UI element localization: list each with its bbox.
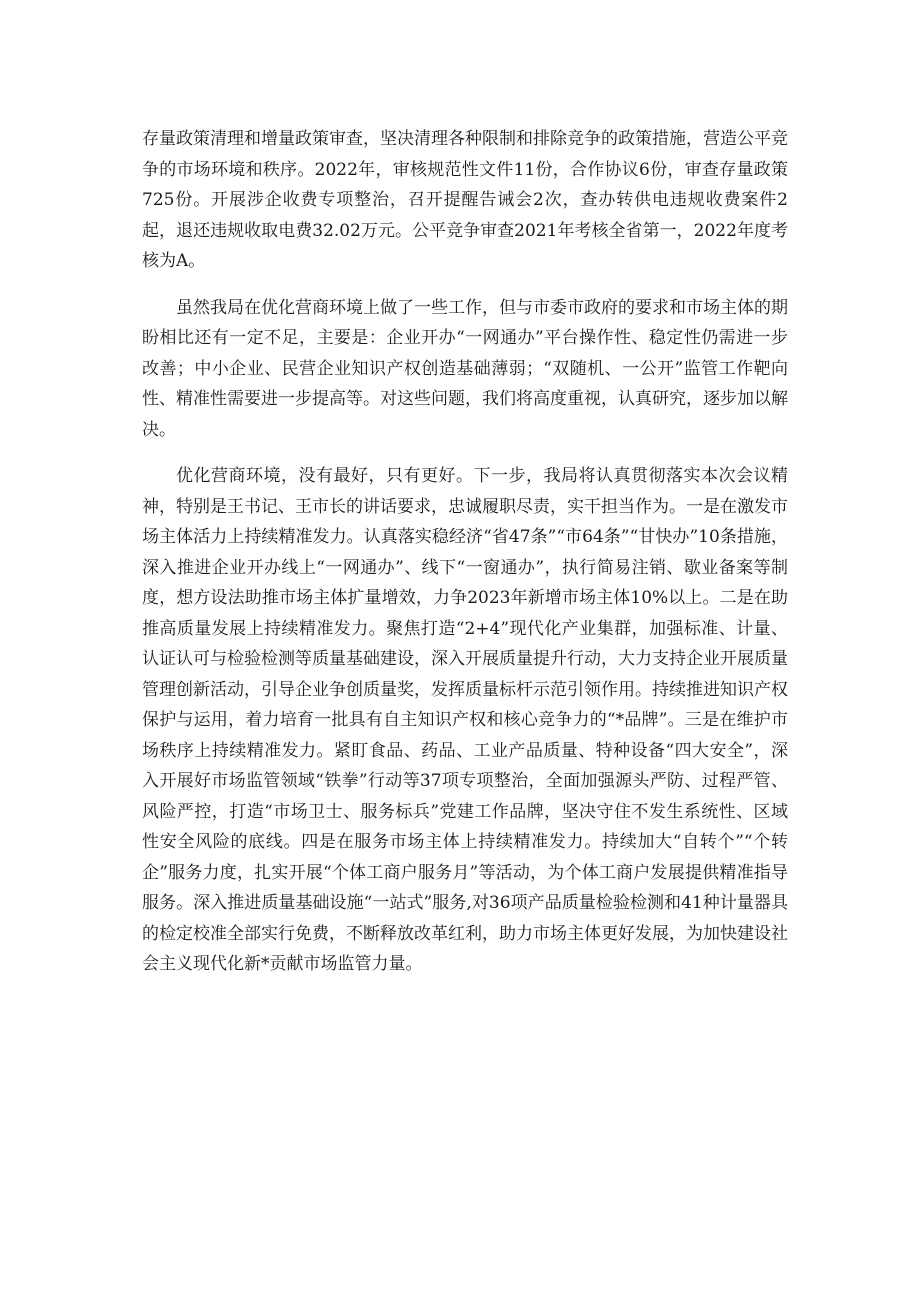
paragraph-next-steps: 优化营商环境，没有最好，只有更好。下一步，我局将认真贯彻落实本次会议精神，特别是王书记、王市长的讲话要求，忠诚履职尽责，实干担当作为。一是在激发市场主体活力上持续精准发力。认真落实稳经济“省47条”“市64条”“甘快办”10条措施，深入推进企业开办线上“一网通办”、线下“一窗通办”，执行简易注销、歇业备案等制度，想方设法助推市场主体扩量增效，力争2023年新增市场主体10%以上。二是在助推高质量发展上持续精准发力。聚焦打造“2+4”现代化产业集群，加强标准、计量、认证认可与检验检测等质量基础建设，深入开展质量提升行动，大力支持企业开展质量管理创新活动，引导企业争创质量奖，发挥质量标杆示范引领作用。持续推进知识产权保护与运用，着力培育一批具有自主知识产权和核心竞争力的“*品牌”。三是在维护市场秩序上持续精准发力。紧盯食品、药品、工业产品质量、特种设备“四大安全”，深入开展好市场监管领域“铁拳”行动等37项专项整治，全面加强源头严防、过程严管、风险严控，打造“市场卫士、服务标兵”党建工作品牌，坚决守住不发生系统性、区域性安全风险的底线。四是在服务市场主体上持续精准发力。持续加大“自转个”“个转企”服务力度，扎实开展“个体工商户服务月”等活动，为个体工商户发展提供精准指导服务。深入推进质量基础设施“一站式”服务,对36项产品质量检验检测和41种计量器具的检定校准全部实行免费，不断释放改革红利，助力市场主体更好发展，为加快建设社会主义现代化新*贡献市场监管力量。 — [142, 466, 788, 974]
document-body — [142, 124, 788, 996]
paragraph-policy-review: 存量政策清理和增量政策审查，坚决清理各种限制和排除竞争的政策措施，营造公平竞争的市场环境和秩序。2022年，审核规范性文件11份，合作协议6份，审查存量政策725份。开展涉企收费专项整治，召开提醒告诫会2次，查办转供电违规收费案件2起，退还违规收取电费32.02万元。公平竞争审查2021年考核全省第一，2022年度考核为A。 — [142, 129, 788, 271]
paragraph-shortcomings: 虽然我局在优化营商环境上做了一些工作，但与市委市政府的要求和市场主体的期盼相比还有一定不足，主要是：企业开办“一网通办”平台操作性、稳定性仍需进一步改善；中小企业、民营企业知识产权创造基础薄弱；“双随机、一公开”监管工作靶向性、精准性需要进一步提高等。对这些问题，我们将高度重视，认真研究，逐步加以解决。 — [142, 297, 788, 440]
